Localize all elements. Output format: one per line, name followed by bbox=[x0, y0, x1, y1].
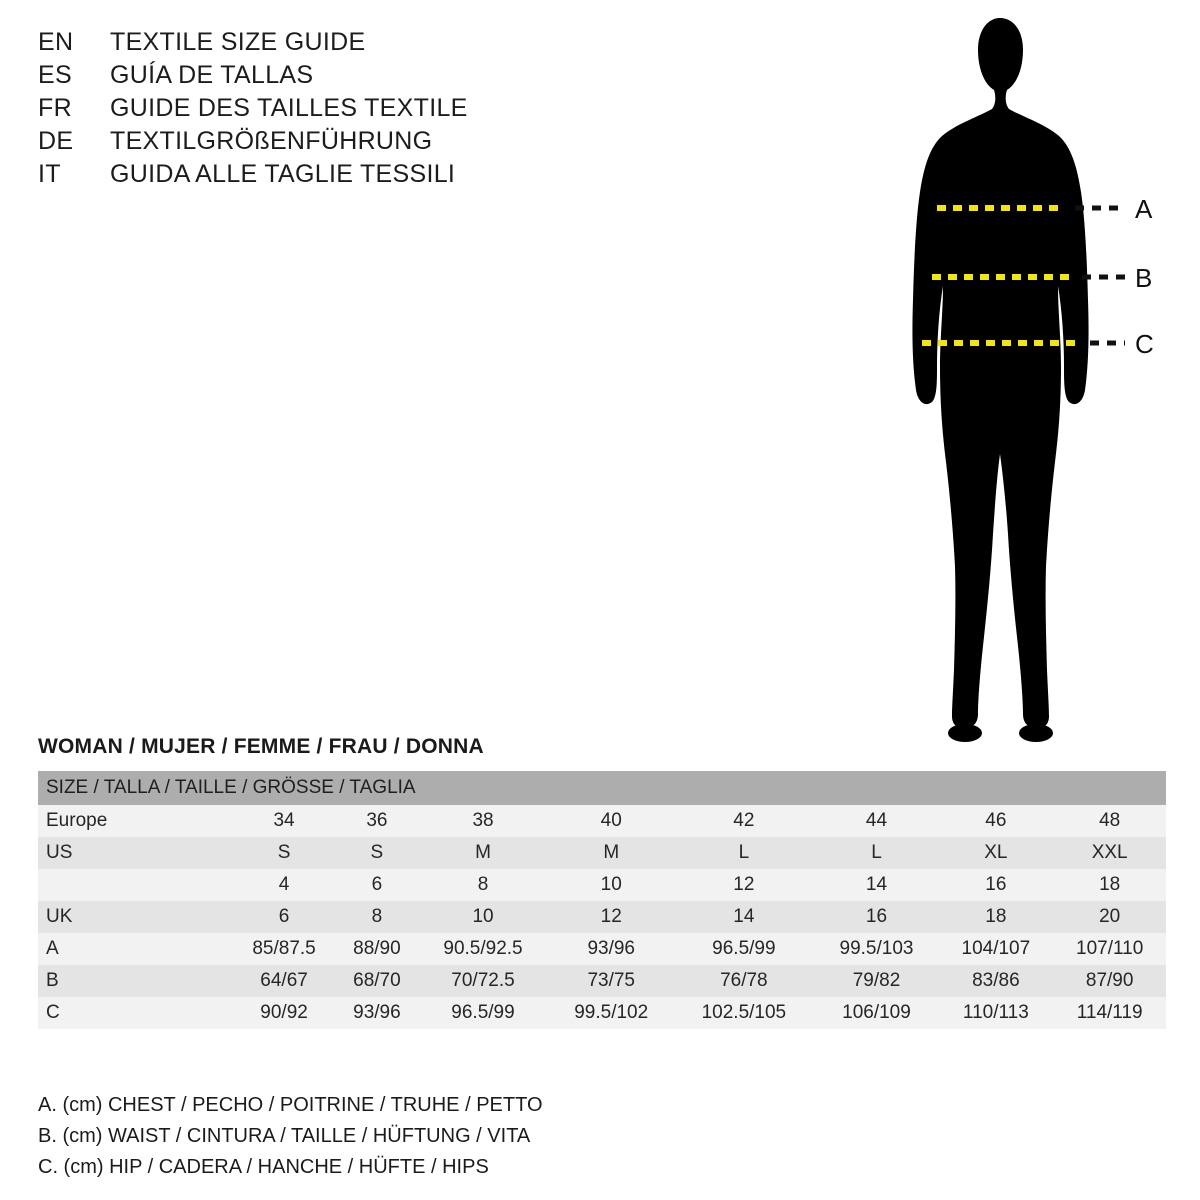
table-cell: 88/90 bbox=[337, 933, 417, 965]
marker-label-c: C bbox=[1135, 329, 1154, 359]
table-cell: S bbox=[337, 837, 417, 869]
female-silhouette-icon bbox=[860, 10, 1190, 750]
language-row bbox=[38, 28, 558, 61]
row-label bbox=[38, 869, 231, 901]
table-cell: 64/67 bbox=[231, 965, 337, 997]
language-title-list bbox=[38, 28, 558, 193]
table-cell: 8 bbox=[337, 901, 417, 933]
table-cell: 42 bbox=[673, 805, 814, 837]
table-cell: XL bbox=[938, 837, 1053, 869]
table-row bbox=[38, 933, 1166, 965]
table-cell: 16 bbox=[815, 901, 939, 933]
table-cell: 99.5/103 bbox=[815, 933, 939, 965]
table-cell: 10 bbox=[549, 869, 673, 901]
measurement-legend bbox=[38, 1090, 543, 1183]
row-label: A bbox=[38, 933, 231, 965]
table-cell: 106/109 bbox=[815, 997, 939, 1029]
table-row bbox=[38, 901, 1166, 933]
language-row bbox=[38, 94, 558, 127]
table-cell: 114/119 bbox=[1053, 997, 1166, 1029]
table-cell: 20 bbox=[1053, 901, 1166, 933]
table-cell: 6 bbox=[231, 901, 337, 933]
table-cell: 107/110 bbox=[1053, 933, 1166, 965]
language-code: ES bbox=[38, 61, 72, 89]
table-cell: 85/87.5 bbox=[231, 933, 337, 965]
table-cell: XXL bbox=[1053, 837, 1166, 869]
table-cell: 110/113 bbox=[938, 997, 1053, 1029]
table-cell: 10 bbox=[417, 901, 550, 933]
table-cell: 83/86 bbox=[938, 965, 1053, 997]
language-code: DE bbox=[38, 127, 74, 155]
table-cell: 96.5/99 bbox=[673, 933, 814, 965]
table-cell: 18 bbox=[938, 901, 1053, 933]
table-cell: 90.5/92.5 bbox=[417, 933, 550, 965]
table-cell: S bbox=[231, 837, 337, 869]
table-row bbox=[38, 869, 1166, 901]
table-cell: 93/96 bbox=[337, 997, 417, 1029]
language-title: GUIDE DES TAILLES TEXTILE bbox=[110, 94, 468, 122]
table-row bbox=[38, 837, 1166, 869]
table-cell: 12 bbox=[549, 901, 673, 933]
legend-line: C. (cm) HIP / CADERA / HANCHE / HÜFTE / HIPS bbox=[38, 1156, 489, 1178]
table-cell: 40 bbox=[549, 805, 673, 837]
language-title: TEXTILE SIZE GUIDE bbox=[110, 28, 366, 56]
marker-label-b: B bbox=[1135, 263, 1153, 293]
table-cell: 73/75 bbox=[549, 965, 673, 997]
table-row bbox=[38, 997, 1166, 1029]
table-cell: 14 bbox=[815, 869, 939, 901]
language-title: GUÍA DE TALLAS bbox=[110, 61, 314, 89]
language-title: TEXTILGRÖßENFÜHRUNG bbox=[110, 127, 433, 155]
table-cell: 70/72.5 bbox=[417, 965, 550, 997]
table-cell: 4 bbox=[231, 869, 337, 901]
table-cell: 79/82 bbox=[815, 965, 939, 997]
table-cell: L bbox=[815, 837, 939, 869]
table-cell: 16 bbox=[938, 869, 1053, 901]
size-table-section bbox=[38, 735, 1166, 1029]
language-title: GUIDA ALLE TAGLIE TESSILI bbox=[110, 160, 456, 188]
table-cell: 104/107 bbox=[938, 933, 1053, 965]
table-cell: 68/70 bbox=[337, 965, 417, 997]
row-label: US bbox=[38, 837, 231, 869]
row-label: UK bbox=[38, 901, 231, 933]
table-cell: 93/96 bbox=[549, 933, 673, 965]
body-figure-illustration bbox=[860, 10, 1190, 750]
table-cell: 90/92 bbox=[231, 997, 337, 1029]
size-table bbox=[38, 771, 1166, 1029]
table-cell: 87/90 bbox=[1053, 965, 1166, 997]
language-code: FR bbox=[38, 94, 72, 122]
table-row bbox=[38, 805, 1166, 837]
table-cell: 8 bbox=[417, 869, 550, 901]
row-label: B bbox=[38, 965, 231, 997]
table-cell: 14 bbox=[673, 901, 814, 933]
table-cell: 46 bbox=[938, 805, 1053, 837]
language-row bbox=[38, 61, 558, 94]
table-cell: 99.5/102 bbox=[549, 997, 673, 1029]
table-cell: 38 bbox=[417, 805, 550, 837]
table-cell: 96.5/99 bbox=[417, 997, 550, 1029]
size-table-header: SIZE / TALLA / TAILLE / GRÖSSE / TAGLIA bbox=[38, 771, 1166, 805]
table-cell: L bbox=[673, 837, 814, 869]
row-label: Europe bbox=[38, 805, 231, 837]
language-row bbox=[38, 127, 558, 160]
table-cell: 48 bbox=[1053, 805, 1166, 837]
table-cell: 76/78 bbox=[673, 965, 814, 997]
table-cell: 6 bbox=[337, 869, 417, 901]
language-code: IT bbox=[38, 160, 61, 188]
table-cell: 34 bbox=[231, 805, 337, 837]
marker-label-a: A bbox=[1135, 194, 1153, 224]
legend-line: B. (cm) WAIST / CINTURA / TAILLE / HÜFTUNG / VITA bbox=[38, 1125, 531, 1147]
language-code: EN bbox=[38, 28, 74, 56]
table-cell: 18 bbox=[1053, 869, 1166, 901]
language-row bbox=[38, 160, 558, 193]
table-row bbox=[38, 965, 1166, 997]
table-cell: 102.5/105 bbox=[673, 997, 814, 1029]
table-cell: 36 bbox=[337, 805, 417, 837]
table-cell: M bbox=[417, 837, 550, 869]
table-cell: M bbox=[549, 837, 673, 869]
legend-line: A. (cm) CHEST / PECHO / POITRINE / TRUHE / PETTO bbox=[38, 1094, 543, 1116]
table-cell: 12 bbox=[673, 869, 814, 901]
row-label: C bbox=[38, 997, 231, 1029]
section-title: WOMAN / MUJER / FEMME / FRAU / DONNA bbox=[38, 735, 484, 758]
table-cell: 44 bbox=[815, 805, 939, 837]
